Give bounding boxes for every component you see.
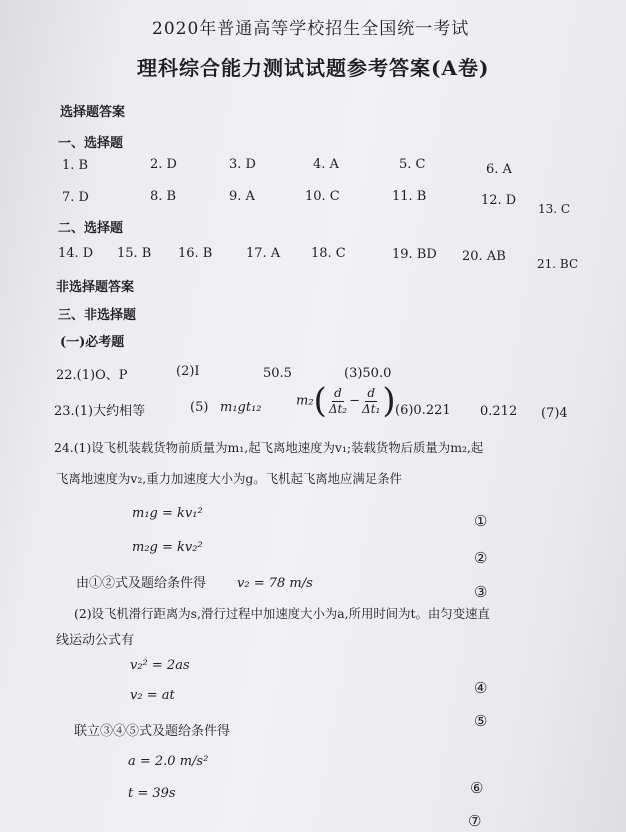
q23-part6: (6)0.221 — [395, 403, 451, 418]
q24-result-t: t = 39s — [128, 786, 176, 801]
q24-equation-4: v₂ = at — [130, 688, 175, 703]
answer-8: 8. B — [150, 189, 177, 204]
q24-result-v2: v₂ = 78 m/s — [237, 576, 313, 591]
q24-line3: (2)设飞机滑行距离为s,滑行过程中加速度大小为a,所用时间为t。由匀变速直 — [74, 606, 490, 621]
answer-6: 6. A — [486, 162, 512, 177]
answer-20: 20. AB — [462, 249, 506, 264]
q23-part1: 23.(1)大约相等 — [54, 404, 146, 419]
section-2-heading: 二、选择题 — [58, 221, 124, 236]
answer-11: 11. B — [392, 189, 427, 204]
q23-fraction-2: $\frac{d}{\text{Δt₂}}$ — [328, 385, 348, 416]
answer-sheet-title: 理科综合能力测试试题参考答案(A卷) — [137, 56, 490, 80]
answer-1: 1. B — [62, 158, 89, 173]
answer-10: 10. C — [305, 189, 340, 204]
q24-line2: 飞离地速度为v₂,重力加速度大小为g。飞机起飞离地应满足条件 — [56, 471, 402, 486]
answer-12: 12. D — [481, 193, 517, 208]
equation-number-2: ② — [474, 549, 488, 567]
q23-part7: (7)4 — [541, 406, 568, 421]
q22-part2: (2)I — [176, 364, 200, 379]
answer-9: 9. A — [229, 189, 255, 204]
answer-4: 4. A — [313, 157, 339, 172]
exam-title: 2020年普通高等学校招生全国统一考试 — [152, 19, 470, 39]
answer-21: 21. BC — [537, 257, 579, 271]
answer-19: 19. BD — [392, 247, 437, 262]
answer-3: 3. D — [229, 157, 256, 172]
q23-fraction-1: $\frac{d}{\text{Δt₁}}$ — [362, 385, 381, 416]
equation-number-3: ③ — [474, 583, 488, 601]
answer-2: 2. D — [150, 157, 177, 172]
answer-7: 7. D — [62, 190, 89, 205]
q22-part1: 22.(1)O、P — [56, 368, 128, 383]
q23-expression-2: m₂( $\frac{d}{\text{Δt₂}}$ − $\frac{d}{\text{Δt₁}}$ ) — [296, 381, 396, 421]
answer-16: 16. B — [178, 246, 213, 261]
q23-part5-label: (5) — [190, 400, 209, 415]
required-questions-heading: (一)必考题 — [60, 335, 125, 350]
equation-number-5: ⑤ — [474, 712, 488, 730]
q24-line4: 线运动公式有 — [56, 633, 135, 648]
q24-equation-2: m₂g = kv₂² — [132, 540, 203, 555]
q24-derive-text-2: 联立③④⑤式及题给条件得 — [74, 724, 231, 739]
q24-result-a: a = 2.0 m/s² — [128, 754, 209, 769]
answer-18: 18. C — [311, 246, 346, 261]
mc-heading: 选择题答案 — [60, 105, 126, 120]
section-3-heading: 三、非选择题 — [58, 308, 137, 323]
answer-14: 14. D — [58, 246, 94, 261]
answer-13: 13. C — [538, 202, 571, 216]
q22-value-1: 50.5 — [263, 366, 292, 381]
q23-minus: − — [349, 393, 361, 409]
q24-equation-3: v₂² = 2as — [130, 658, 190, 673]
non-mc-heading: 非选择题答案 — [56, 280, 135, 295]
equation-number-1: ① — [474, 512, 488, 530]
q24-derive-text-1: 由①②式及题给条件得 — [76, 576, 207, 591]
q23-expression-1: m₁gt₁₂ — [220, 400, 262, 415]
answer-5: 5. C — [399, 157, 426, 172]
section-1-heading: 一、选择题 — [58, 136, 124, 151]
q23-m2: m₂ — [296, 393, 314, 409]
equation-number-4: ④ — [474, 679, 488, 697]
equation-number-7: ⑦ — [468, 812, 482, 830]
answer-15: 15. B — [117, 246, 152, 261]
q24-line1: 24.(1)设飞机装载货物前质量为m₁,起飞离地速度为v₁;装载货物后质量为m₂,起 — [54, 440, 484, 455]
equation-number-6: ⑥ — [470, 779, 484, 797]
q23-value-2: 0.212 — [480, 404, 518, 419]
answer-17: 17. A — [246, 246, 281, 261]
q22-part3: (3)50.0 — [344, 366, 392, 381]
q24-equation-1: m₁g = kv₁² — [132, 506, 203, 521]
